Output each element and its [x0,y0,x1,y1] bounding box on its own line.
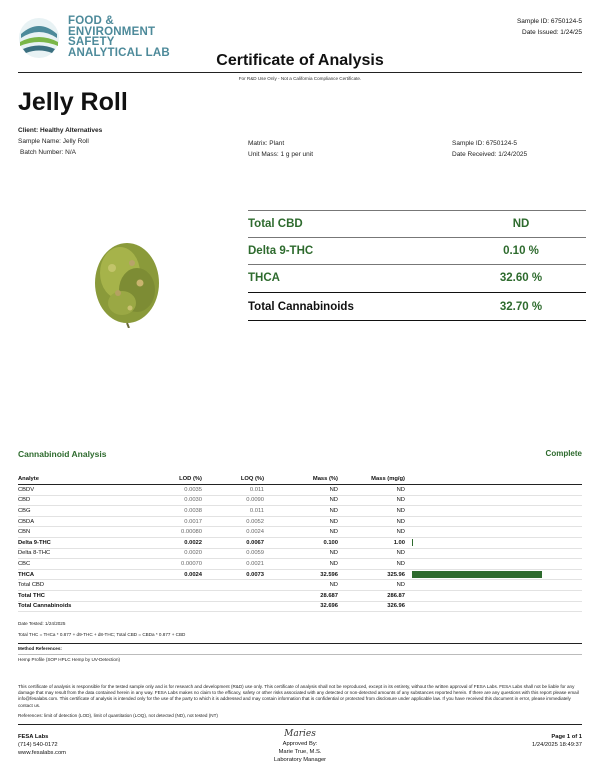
summary-row-total-cannabinoids [248,293,586,320]
summary-divider [248,320,586,321]
cell-loq: 0.0073 [246,571,264,578]
table-row [18,591,582,602]
col-loq: LOQ (%) [240,476,264,482]
cell-bar [405,496,582,506]
table-row [18,602,582,613]
cell-lod: 0.0017 [184,518,202,525]
cell-analyte: THCA [18,571,35,578]
cell-loq: 0.0067 [246,539,264,546]
cell-analyte: CBDV [18,486,35,493]
footer-divider [18,724,582,725]
calc-formula: Total THC = THCa * 0.877 + d9-THC + d8-THC; Total CBD = CBDa * 0.877 + CBD [18,632,186,637]
cell-bar [405,549,582,559]
summary-value: 32.60 % [499,271,543,284]
table-row [18,559,582,570]
cell-bar [405,559,582,569]
client-info-left [18,125,102,158]
cell-analyte: Delta 8-THC [18,550,51,557]
logo-line: ANALYTICAL LAB [68,46,170,59]
cell-analyte: Delta 9-THC [18,539,51,546]
summary-label: THCA [248,271,280,284]
approved-by: Approved By: [282,741,318,747]
product-image [82,228,172,328]
col-analyte: Analyte [18,476,39,482]
cell-loq: 0.0090 [246,497,264,504]
cell-mass-pct: ND [329,582,338,589]
summary-value: 32.70 % [499,300,543,313]
certificate-title: Certificate of Analysis [216,52,384,69]
disclaimer-text: This certificate of analysis is responsible for the tested sample only and is for research and development (R&D) use only. This certificate of analysis shall not be reproduced, except in its entirety, without the written approval of FESA Labs. FESA Labs shall not be liable for any damage that may result from the data contained herein in any way. FESA Labs makes no claim to the efficacy, safety or other risks associated with any detected or non-detected amounts of any substances reported herein. If there are any questions with this report please email info@fesalabs.com. This certificate of analysis is intended only for the use of the party to which it is addressed and may contain information that is confidential or protected from disclosure under applicable law. If you have received this document in error, please immediately contact us. [18,684,579,708]
references: References: limit of detection (LOD), limit of quantitation (LOQ), not detected (ND), not tested (NT) [18,713,218,718]
sample-id: Sample ID: 6750124-5 [452,140,518,147]
unit-mass: Unit Mass: 1 g per unit [248,151,314,158]
method-divider [18,643,582,644]
cell-lod: 0.0030 [184,497,202,504]
cell-bar [405,517,582,527]
cell-bar [405,506,582,516]
table-row [18,570,582,581]
table-body [18,485,582,612]
analysis-status: Complete [545,449,582,458]
approver-title: Laboratory Manager [273,757,327,763]
cell-analyte: CBC [18,560,31,567]
cell-loq: 0.0059 [246,550,264,557]
cell-mass-mg: 326.96 [387,603,405,610]
cell-mass-mg: ND [396,560,405,567]
cell-mass-mg: ND [396,486,405,493]
client-name: Client: Healthy Alternatives [18,127,103,134]
client-info-right [452,138,527,160]
date-received: Date Received: 1/24/2025 [452,151,528,158]
cell-mass-mg: ND [396,582,405,589]
matrix: Matrix: Plant [248,140,285,147]
cell-mass-pct: 32.696 [320,603,338,610]
summary-value: ND [512,217,530,230]
cell-analyte: CBDA [18,518,35,525]
table-row [18,496,582,507]
summary-label: Total CBD [248,217,303,230]
cell-lod: 0.0022 [184,539,202,546]
method-value: Hemp Profile (SOP HPLC Hemp by UV-Detection) [18,657,121,662]
cell-mass-pct: 0.100 [323,539,338,546]
table-row [18,538,582,549]
method-divider [18,654,582,655]
mass-bar [412,539,413,546]
cell-mass-mg: ND [396,550,405,557]
cell-lod: 0.0035 [184,486,202,493]
cell-mass-pct: ND [329,518,338,525]
company-phone: (714) 540-0172 [18,742,58,748]
cell-lod: 0.0020 [184,550,202,557]
cell-analyte: CBG [18,507,31,514]
cell-analyte: Total THC [18,592,45,599]
header-sample-id: Sample ID: 6750124-5 [516,18,582,25]
cell-mass-mg: ND [396,518,405,525]
cell-analyte: CBD [18,497,31,504]
cell-mass-mg: 325.96 [387,571,405,578]
batch-number: Batch Number: N/A [20,149,76,156]
cell-mass-mg: ND [396,529,405,536]
table-header [18,474,582,485]
summary-row-total-cbd [248,210,586,237]
cell-bar [405,485,582,495]
cell-mass-pct: ND [329,560,338,567]
cell-mass-mg: ND [396,497,405,504]
cell-bar [405,570,582,580]
summary-value: 0.10 % [503,244,539,257]
sample-name: Sample Name: Jelly Roll [18,138,89,145]
cell-loq: 0.011 [249,507,264,514]
cell-lod: 0.00070 [181,560,202,567]
client-info-middle [248,138,313,160]
table-row [18,517,582,528]
page-number: Page 1 of 1 [551,734,582,740]
cell-mass-pct: 28.687 [320,592,338,599]
signature: Maries [284,729,316,739]
cannabinoid-table [18,474,582,612]
cell-loq: 0.011 [249,486,264,493]
col-lod: LOD (%) [179,476,202,482]
company-website: www.fesalabs.com [18,750,67,756]
table-row [18,506,582,517]
cell-mass-mg: ND [396,507,405,514]
summary-label: Delta 9-THC [248,244,314,257]
summary-row-delta9 [248,237,586,264]
header-date-issued: Date Issued: 1/24/25 [522,29,582,36]
cell-analyte: Total Cannabinoids [18,603,72,610]
cell-loq: 0.0052 [246,518,264,525]
cell-lod: 0.00080 [181,529,202,536]
company-name: FESA Labs [18,734,49,740]
logo-line: ENVIRONMENT [68,25,156,38]
rnd-note: For R&D Use Only - Not a California Compliance Certificate. [238,76,362,81]
cell-mass-pct: ND [329,550,338,557]
col-mass-pct: Mass (%) [312,476,338,482]
cell-mass-pct: 32.596 [320,571,338,578]
col-mass-mg: Mass (mg/g) [371,476,405,482]
logo-line: FOOD & [68,15,114,27]
summary-label: Total Cannabinoids [248,300,354,313]
cell-bar [405,527,582,537]
cell-bar [405,591,582,601]
cell-mass-mg: 286.87 [387,592,405,599]
cell-lod: 0.0024 [184,571,202,578]
logo-line: SAFETY [68,36,115,48]
cell-mass-pct: ND [329,507,338,514]
cell-analyte: CBN [18,529,31,536]
print-timestamp: 1/24/2025 18:49:37 [532,742,582,748]
table-row [18,580,582,591]
product-title: Jelly Roll [18,88,128,116]
approver-name: Marie True, M.S. [278,749,322,755]
cell-mass-pct: ND [329,529,338,536]
cell-mass-mg: 1.00 [393,539,405,546]
header-divider [18,72,582,73]
cell-mass-pct: ND [329,497,338,504]
date-tested: Date Tested: 1/24/2025 [18,621,66,626]
footer-page-info [532,733,582,749]
cannabinoid-analysis-title: Cannabinoid Analysis [18,449,107,459]
cell-bar [405,602,582,612]
cell-lod: 0.0038 [184,507,202,514]
footer-company [18,733,66,757]
header-meta [517,16,582,38]
cell-loq: 0.0024 [246,529,264,536]
cell-analyte: Total CBD [18,582,45,589]
cell-mass-pct: ND [329,486,338,493]
cell-bar [405,580,582,590]
footer-approval [250,730,350,764]
summary-row-thca [248,264,586,291]
table-row [18,527,582,538]
cell-bar [405,538,582,548]
mass-bar [412,571,542,578]
col-bar [405,474,582,484]
table-row [18,549,582,560]
table-row [18,485,582,496]
cell-loq: 0.0021 [246,560,264,567]
method-label: Method References: [18,646,62,651]
